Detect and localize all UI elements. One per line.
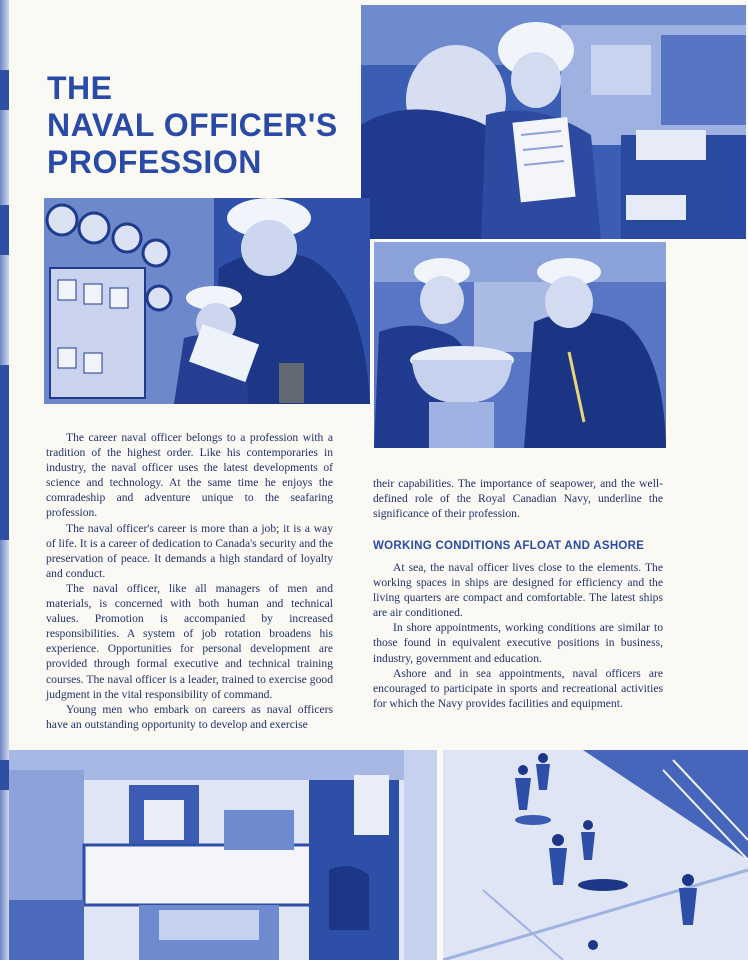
title-line: PROFESSION bbox=[47, 144, 262, 180]
photo-officers-documents bbox=[361, 5, 746, 239]
photo-cabin-interior bbox=[9, 750, 437, 960]
section-heading: WORKING CONDITIONS AFLOAT AND ASHORE bbox=[373, 540, 645, 552]
body-paragraph: The naval officer, like all managers of men and materials, is concerned with both human and technical values. Promotion is accompanied by increased responsibilities. A system of job rotation broadens his experience. Opportunities for personal development are provided through formal executive and technical training courses. The naval officer is a leader, trained to exercise good judgment in the vital responsibility of command. bbox=[46, 581, 333, 701]
body-paragraph: The naval officer's career is more than a job; it is a way of life. It is a career of dedication to Canada's security and the preservation of peace. It demands a high standard of loyalty and conduct. bbox=[46, 521, 333, 580]
right-text-continuation bbox=[373, 476, 663, 521]
body-paragraph: At sea, the naval officer lives close to the elements. The working spaces in ships are designed for efficiency and the living quarters are compact and comfortable. The latest ships are air conditioned. bbox=[373, 561, 663, 620]
body-paragraph: Young men who embark on careers as naval officers have an outstanding opportunity to develop and exercise bbox=[46, 702, 333, 731]
photo-compass-binnacle bbox=[374, 242, 666, 448]
page-edge-strip bbox=[0, 0, 9, 960]
body-paragraph: The career naval officer belongs to a profession with a tradition of the highest order. Like his contemporaries in industry, the naval officer uses the latest developments of science and technology. At the same time he enjoys the comradeship and adventure unique to the seafaring profession. bbox=[46, 431, 333, 520]
title-line: THE bbox=[47, 70, 113, 106]
body-paragraph: In shore appointments, working conditions are similar to those found in equivalent executive positions in business, industry, government and education. bbox=[373, 621, 663, 665]
body-paragraph: their capabilities. The importance of seapower, and the well-defined role of the Royal Canadian Navy, underline the significance of their profession. bbox=[373, 477, 663, 521]
right-text-column bbox=[373, 560, 663, 711]
photo-deck-sports bbox=[443, 750, 748, 960]
page-title bbox=[47, 70, 357, 181]
title-line: NAVAL OFFICER'S bbox=[47, 107, 338, 143]
left-text-column bbox=[46, 430, 333, 732]
body-paragraph: Ashore and in sea appointments, naval officers are encouraged to participate in sports and recreational activities for which the Navy provides facilities and equipment. bbox=[373, 666, 663, 710]
photo-engine-control-panel bbox=[44, 198, 370, 404]
